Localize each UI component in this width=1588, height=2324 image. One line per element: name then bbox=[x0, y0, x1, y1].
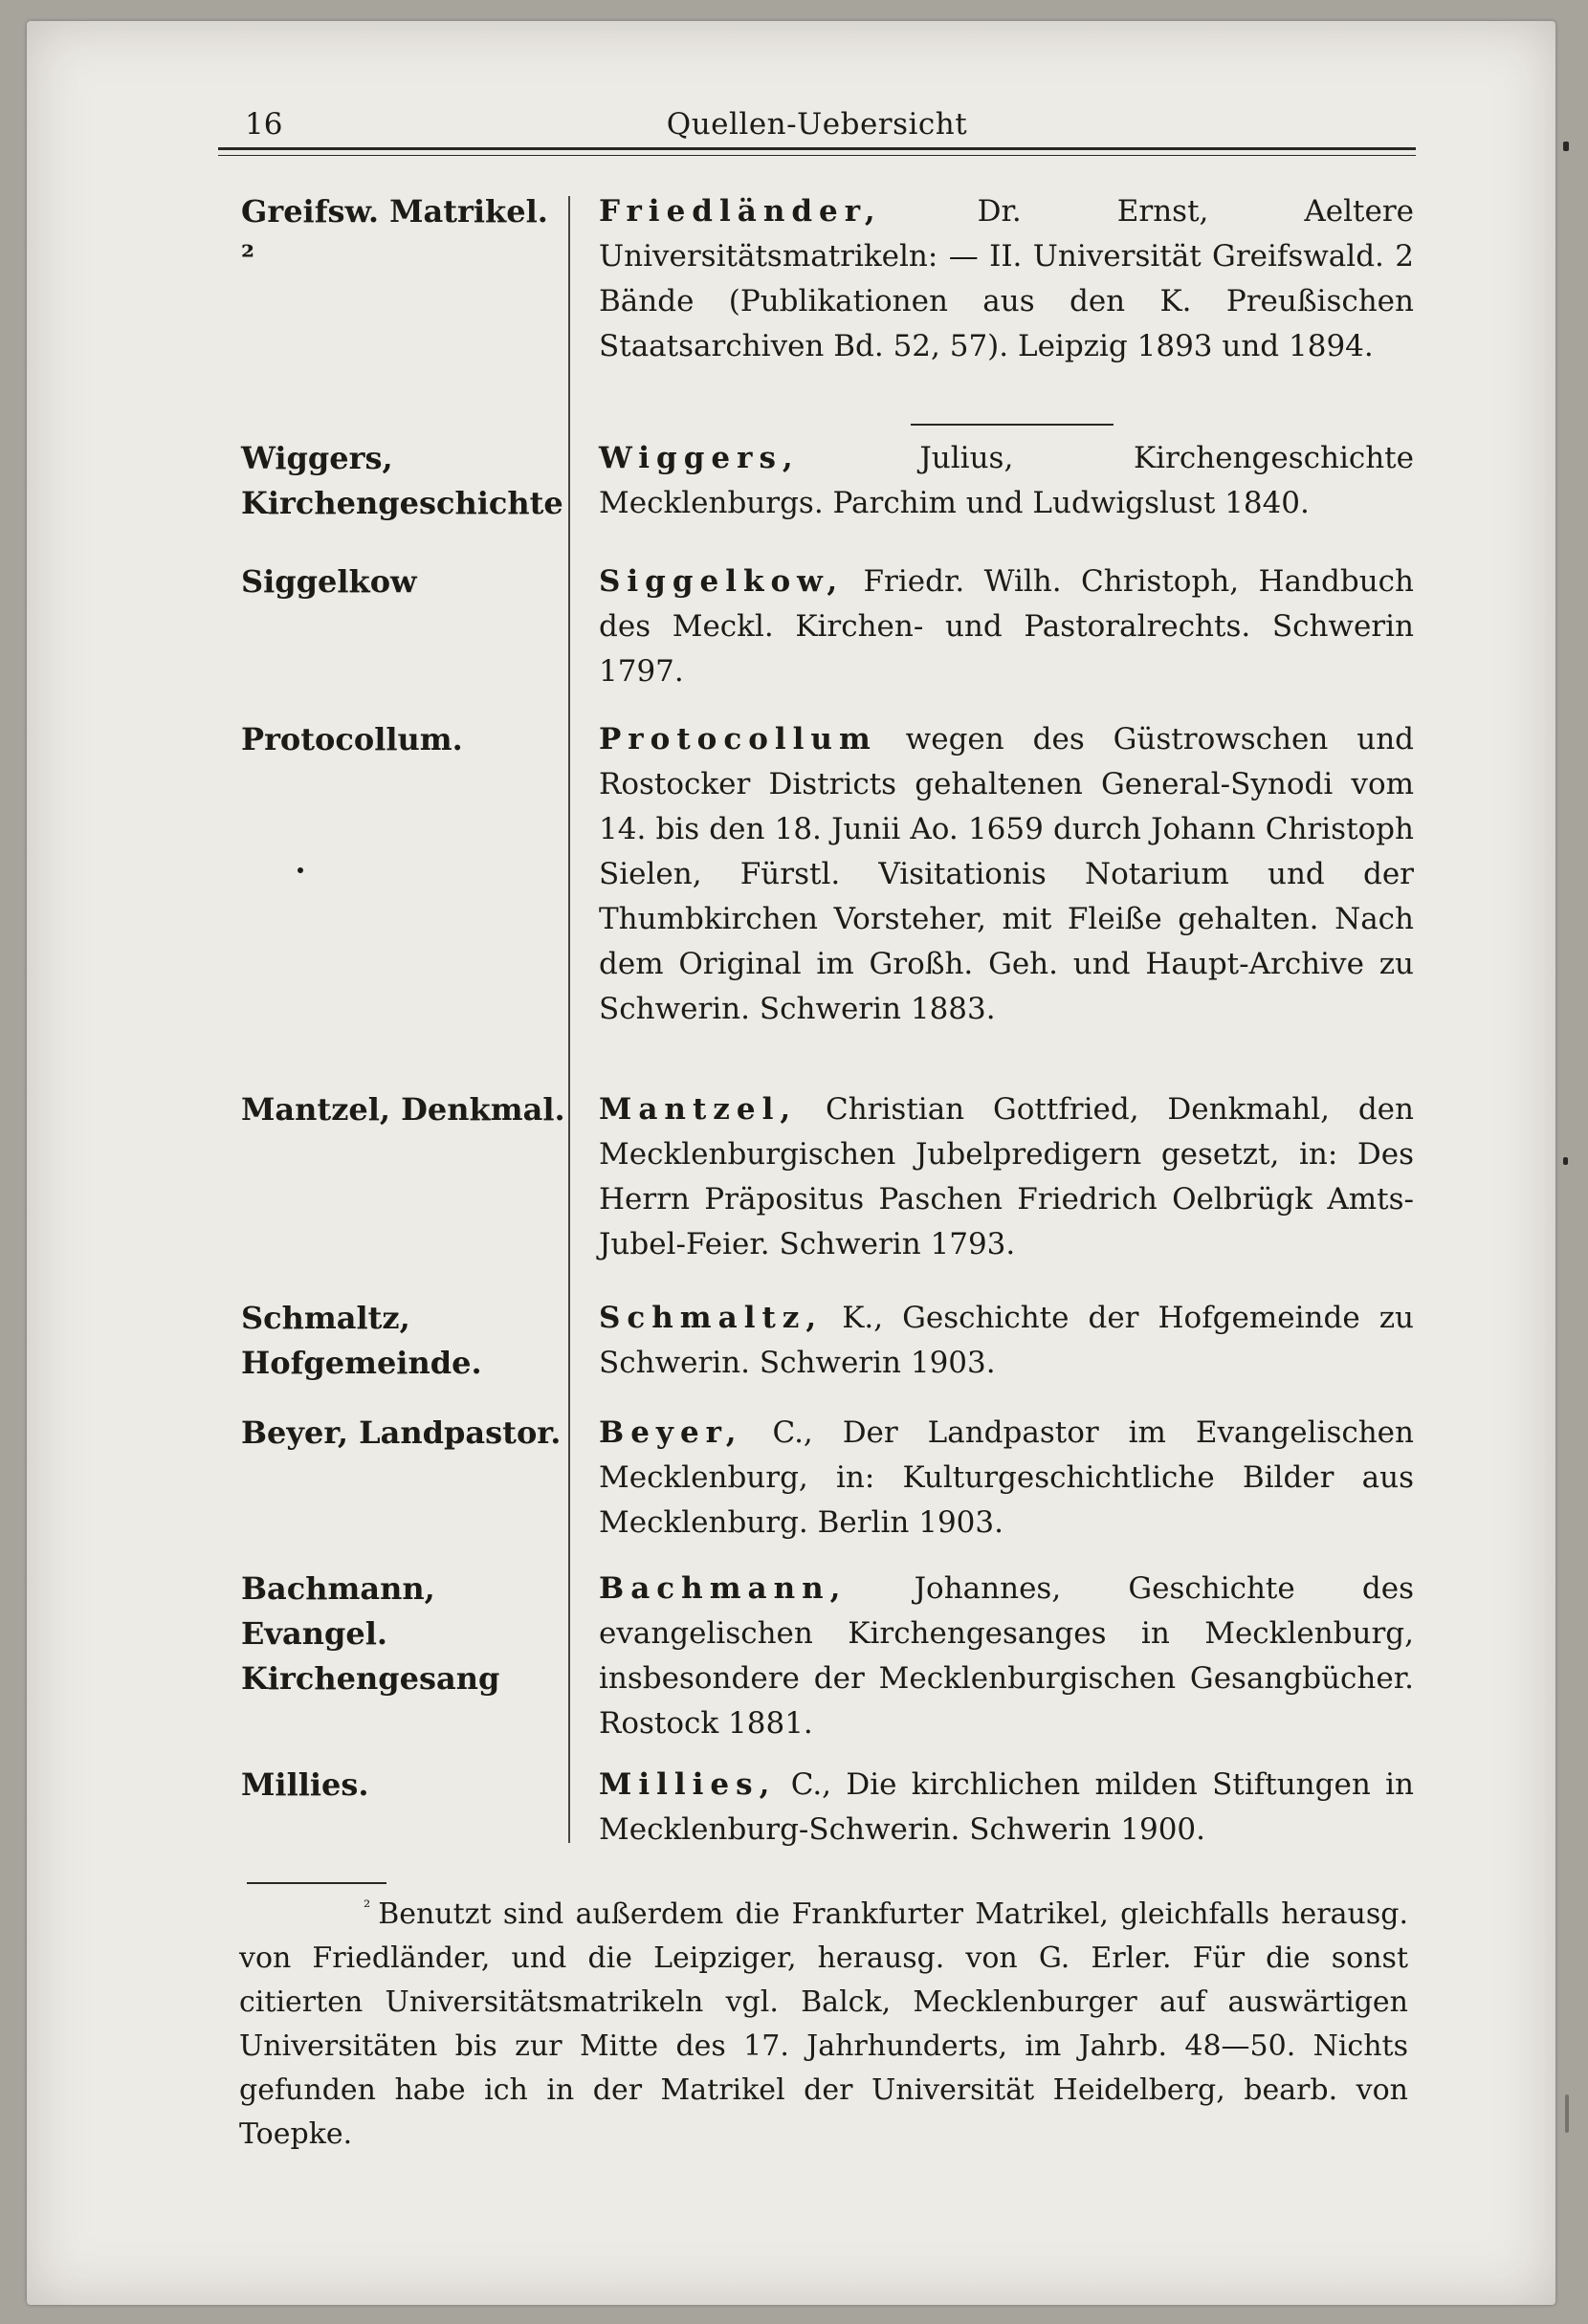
footnote-text: Benutzt sind außerdem die Frankfurter Matrikel, gleichfalls herausg. von Friedländer, und die Leipziger, herausg. von G. Erler. Für die sonst citierten Universitätsmatrikeln vgl. Balck, Mecklenburger auf auswärtigen Universitäten bis zur Mitte des 17. Jahrhunderts, im Jahrb. 48—50. Nichts gefunden habe ich in der Matrikel der Universität Heidelberg, bearb. von Toepke. bbox=[239, 1897, 1408, 2151]
entry-citation bbox=[599, 1763, 1414, 1853]
entry-citation bbox=[599, 559, 1414, 694]
entry-author: Bachmann, bbox=[599, 1571, 848, 1606]
page-edge-mark bbox=[1563, 1157, 1568, 1165]
entry-abbreviation: Greifsw. Matrikel. ² bbox=[241, 193, 548, 274]
entry-abbreviation: Protocollum. bbox=[241, 721, 463, 757]
entry-text: C., Der Landpastor im Evangelischen Mecklenburg, in: Kulturgeschichtliche Bilder aus Mecklenburg. Berlin 1903. bbox=[599, 1415, 1414, 1540]
entry-abbreviation: Wiggers, Kirchengeschichte bbox=[241, 440, 563, 521]
entry-abbreviation: Schmaltz, Hofgemeinde. bbox=[241, 1300, 482, 1381]
entry-author: Friedländer, bbox=[599, 194, 882, 229]
entry-citation bbox=[599, 1296, 1414, 1386]
entry-author: Mantzel, bbox=[599, 1092, 798, 1127]
page-header bbox=[218, 107, 1416, 145]
entry-citation bbox=[599, 436, 1414, 526]
entry-author: Wiggers, bbox=[599, 441, 800, 475]
entry-abbreviation: Mantzel, Denkmal. bbox=[241, 1091, 565, 1128]
entry-citation bbox=[599, 1567, 1414, 1746]
footnote-rule bbox=[247, 1882, 386, 1884]
entry-abbreviation: Millies. bbox=[241, 1766, 369, 1803]
entry-abbreviation: Siggelkow bbox=[241, 563, 417, 600]
entry-citation bbox=[599, 189, 1414, 369]
column-divider bbox=[568, 196, 570, 1843]
header-rule-thick bbox=[218, 147, 1416, 150]
entry-author: Siggelkow, bbox=[599, 564, 845, 599]
entry-text: Dr. Ernst, Aeltere Universitätsmatrikeln: — II. Universität Greifswald. 2 Bände (Publikationen aus den K. Preußischen Staatsarchiven Bd. 52, 57). Leipzig 1893 und 1894. bbox=[599, 194, 1414, 363]
separator-rule bbox=[911, 424, 1114, 426]
page-edge-mark bbox=[1563, 142, 1569, 151]
entry-author: Beyer, bbox=[599, 1415, 743, 1450]
entry-text: Friedr. Wilh. Christoph, Handbuch des Meckl. Kirchen- und Pastoralrechts. Schwerin 1797. bbox=[599, 564, 1414, 689]
entry-abbreviation: Bachmann, Evangel. Kirchengesang bbox=[241, 1570, 500, 1697]
running-title: Quellen-Uebersicht bbox=[666, 107, 968, 142]
stray-dot bbox=[298, 867, 303, 873]
entry-citation bbox=[599, 717, 1414, 1032]
header-rule-thin bbox=[218, 155, 1416, 156]
footnote bbox=[239, 1886, 1408, 2157]
entry-text: C., Die kirchlichen milden Stiftungen in Mecklenburg-Schwerin. Schwerin 1900. bbox=[599, 1767, 1414, 1847]
page-number: 16 bbox=[245, 107, 283, 142]
entry-text: wegen des Güstrowschen und Rostocker Districts gehaltenen General-Synodi vom 14. bis den 18. Junii Ao. 1659 durch Johann Christoph Sielen, Fürstl. Visitationis Notarium und der Thumbkirchen Vorsteher, mit Fleiße gehalten. Nach dem Original im Großh. Geh. und Haupt-Archive zu Schwerin. Schwerin 1883. bbox=[599, 722, 1414, 1026]
entry-author: Schmaltz, bbox=[599, 1301, 824, 1335]
footnote-marker: ² bbox=[364, 1897, 371, 1918]
entry-text: Johannes, Geschichte des evangelischen Kirchengesanges in Mecklenburg, insbesondere der Mecklenburgischen Gesangbücher. Rostock 1881. bbox=[599, 1571, 1414, 1741]
entry-author: Protocollum bbox=[599, 722, 877, 756]
entry-text: K., Geschichte der Hofgemeinde zu Schwerin. Schwerin 1903. bbox=[599, 1301, 1414, 1380]
entry-citation bbox=[599, 1087, 1414, 1267]
entry-text: Christian Gottfried, Denkmahl, den Mecklenburgischen Jubelpredigern gesetzt, in: Des Herrn Präpositus Paschen Friedrich Oelbrügk Amts-Jubel-Feier. Schwerin 1793. bbox=[599, 1092, 1414, 1261]
entry-citation bbox=[599, 1411, 1414, 1546]
entry-text: Julius, Kirchengeschichte Mecklenburgs. Parchim und Ludwigslust 1840. bbox=[599, 441, 1414, 520]
page-edge-mark bbox=[1565, 2094, 1569, 2133]
entry-author: Millies, bbox=[599, 1767, 777, 1802]
entry-abbreviation: Beyer, Landpastor. bbox=[241, 1414, 562, 1451]
